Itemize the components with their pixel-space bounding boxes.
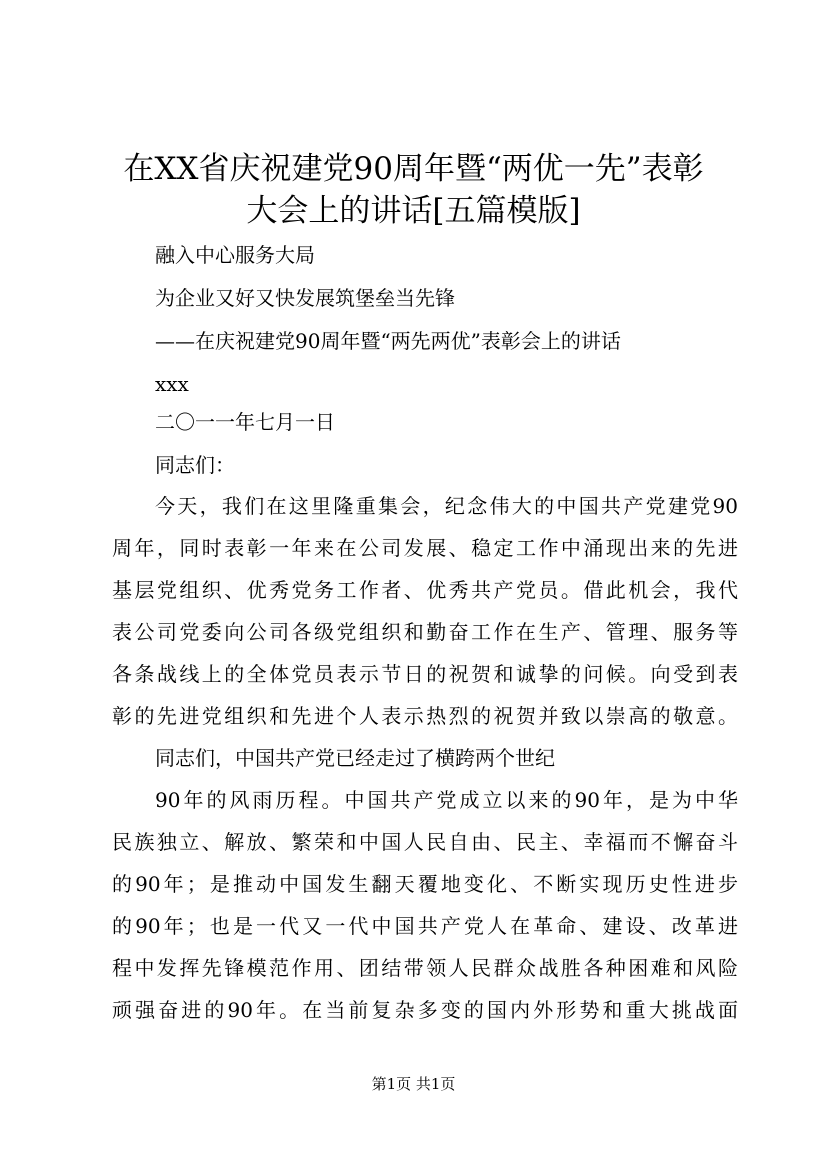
paragraph-line: 90年的风雨历程。中国共产党成立以来的90年，是为中华 (155, 788, 738, 812)
paragraph-line: 的90年；是推动中国发生翻天覆地变化、不断实现历史性进步 (112, 872, 738, 896)
paragraph-line: 今天，我们在这里隆重集会，纪念伟大的中国共产党建党90 (155, 494, 738, 518)
paragraph-line: 程中发挥先锋模范作用、团结带领人民群众战胜各种困难和风险 (112, 956, 738, 980)
speech-date: 二〇一一年七月一日 (155, 410, 335, 434)
paragraph-line: 顽强奋进的90年。在当前复杂多变的国内外形势和重大挑战面 (112, 998, 738, 1022)
paragraph-line: 彰的先进党组织和先进个人表示热烈的祝贺并致以崇高的敬意。 (112, 704, 738, 728)
speaker-name: xxx (155, 372, 189, 396)
speech-headline-2: 为企业又好又快发展筑堡垒当先锋 (155, 286, 455, 310)
paragraph-line: 民族独立、解放、繁荣和中国人民自由、民主、幸福而不懈奋斗 (112, 830, 738, 854)
paragraph-line: 表公司党委向公司各级党组织和勤奋工作在生产、管理、服务等 (112, 620, 738, 644)
speech-headline-1: 融入中心服务大局 (155, 243, 315, 267)
paragraph-line: 周年，同时表彰一年来在公司发展、稳定工作中涌现出来的先进 (112, 536, 738, 560)
paragraph-line: 各条战线上的全体党员表示节日的祝贺和诚挚的问候。向受到表 (112, 662, 738, 686)
paragraph-line: 的90年；也是一代又一代中国共产党人在革命、建设、改革进 (112, 914, 738, 938)
page-number-footer: 第1页 共1页 (371, 1075, 456, 1093)
document-title-line-1: 在XX省庆祝建党90周年暨“两优一先”表彰 (123, 151, 704, 187)
paragraph-line: 基层党组织、优秀党务工作者、优秀共产党员。借此机会，我代 (112, 578, 738, 602)
speech-subtitle: ——在庆祝建党90周年暨“两先两优”表彰会上的讲话 (155, 329, 621, 353)
paragraph-line: 同志们，中国共产党已经走过了横跨两个世纪 (155, 746, 555, 770)
document-title-line-2: 大会上的讲话[五篇模版] (246, 193, 581, 229)
salutation: 同志们： (155, 453, 235, 477)
